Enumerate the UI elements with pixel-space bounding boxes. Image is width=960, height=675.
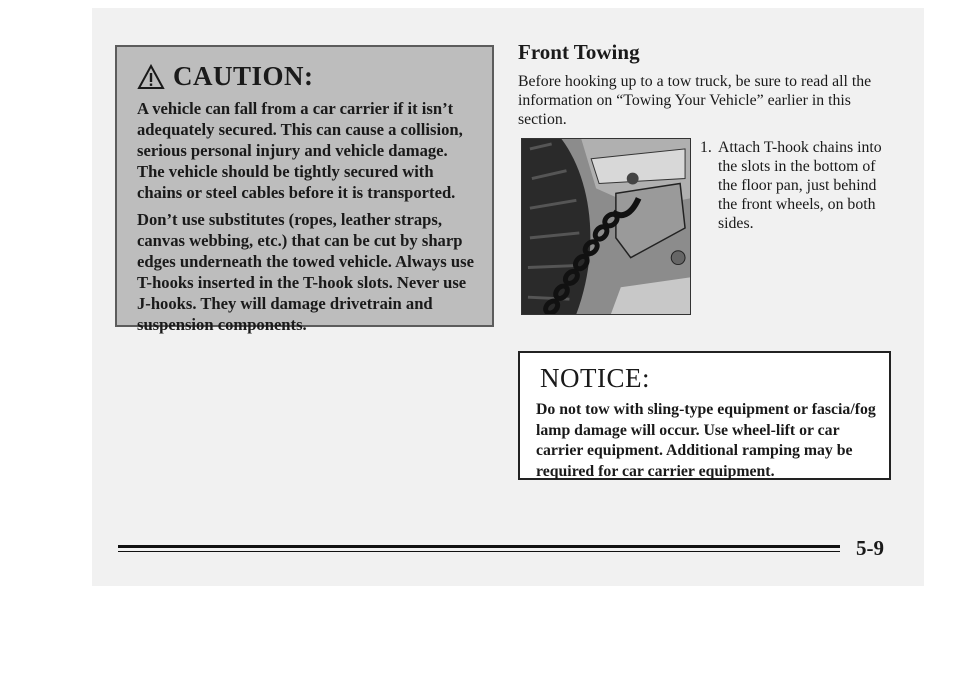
section-heading: Front Towing xyxy=(518,40,640,64)
tow-hook-drawing xyxy=(522,139,690,314)
section-intro: Before hooking up to a tow truck, be sure to read all the information on “Towing Your Vehicle” earlier in this section. xyxy=(518,73,872,128)
caution-paragraph: Don’t use substitutes (ropes, leather straps, canvas webbing, etc.) that can be cut by sharp edges underneath the towed vehicle. Always use T-hooks inserted in the T-hook slots. Never use J-hooks. They will damage drivetrain and suspension components. xyxy=(137,210,474,334)
caution-title: CAUTION: xyxy=(173,61,314,91)
footer-rule xyxy=(118,545,840,548)
warning-triangle-icon xyxy=(137,64,165,90)
step-text: Attach T-hook chains into the slots in the bottom of the floor pan, just behind the front wheels, on both sides. xyxy=(718,139,882,232)
footer-rule-thin xyxy=(118,551,840,552)
notice-title: NOTICE: xyxy=(540,363,650,393)
caution-paragraph: A vehicle can fall from a car carrier if it isn’t adequately secured. This can cause a collision, serious personal injury and vehicle damage. The vehicle should be tightly secured with chains or steel cables before it is transported. xyxy=(137,99,463,202)
notice-text: Do not tow with sling-type equipment or fascia/fog lamp damage will occur. Use wheel-lift or car carrier equipment. Additional ramping may be required for car carrier equipment. xyxy=(536,401,876,480)
caution-header xyxy=(137,61,478,92)
tow-hook-illustration xyxy=(521,138,691,315)
caution-box xyxy=(115,45,494,334)
notice-box xyxy=(518,351,891,480)
step-number: 1. xyxy=(700,139,712,156)
page-number: 5-9 xyxy=(856,536,884,560)
